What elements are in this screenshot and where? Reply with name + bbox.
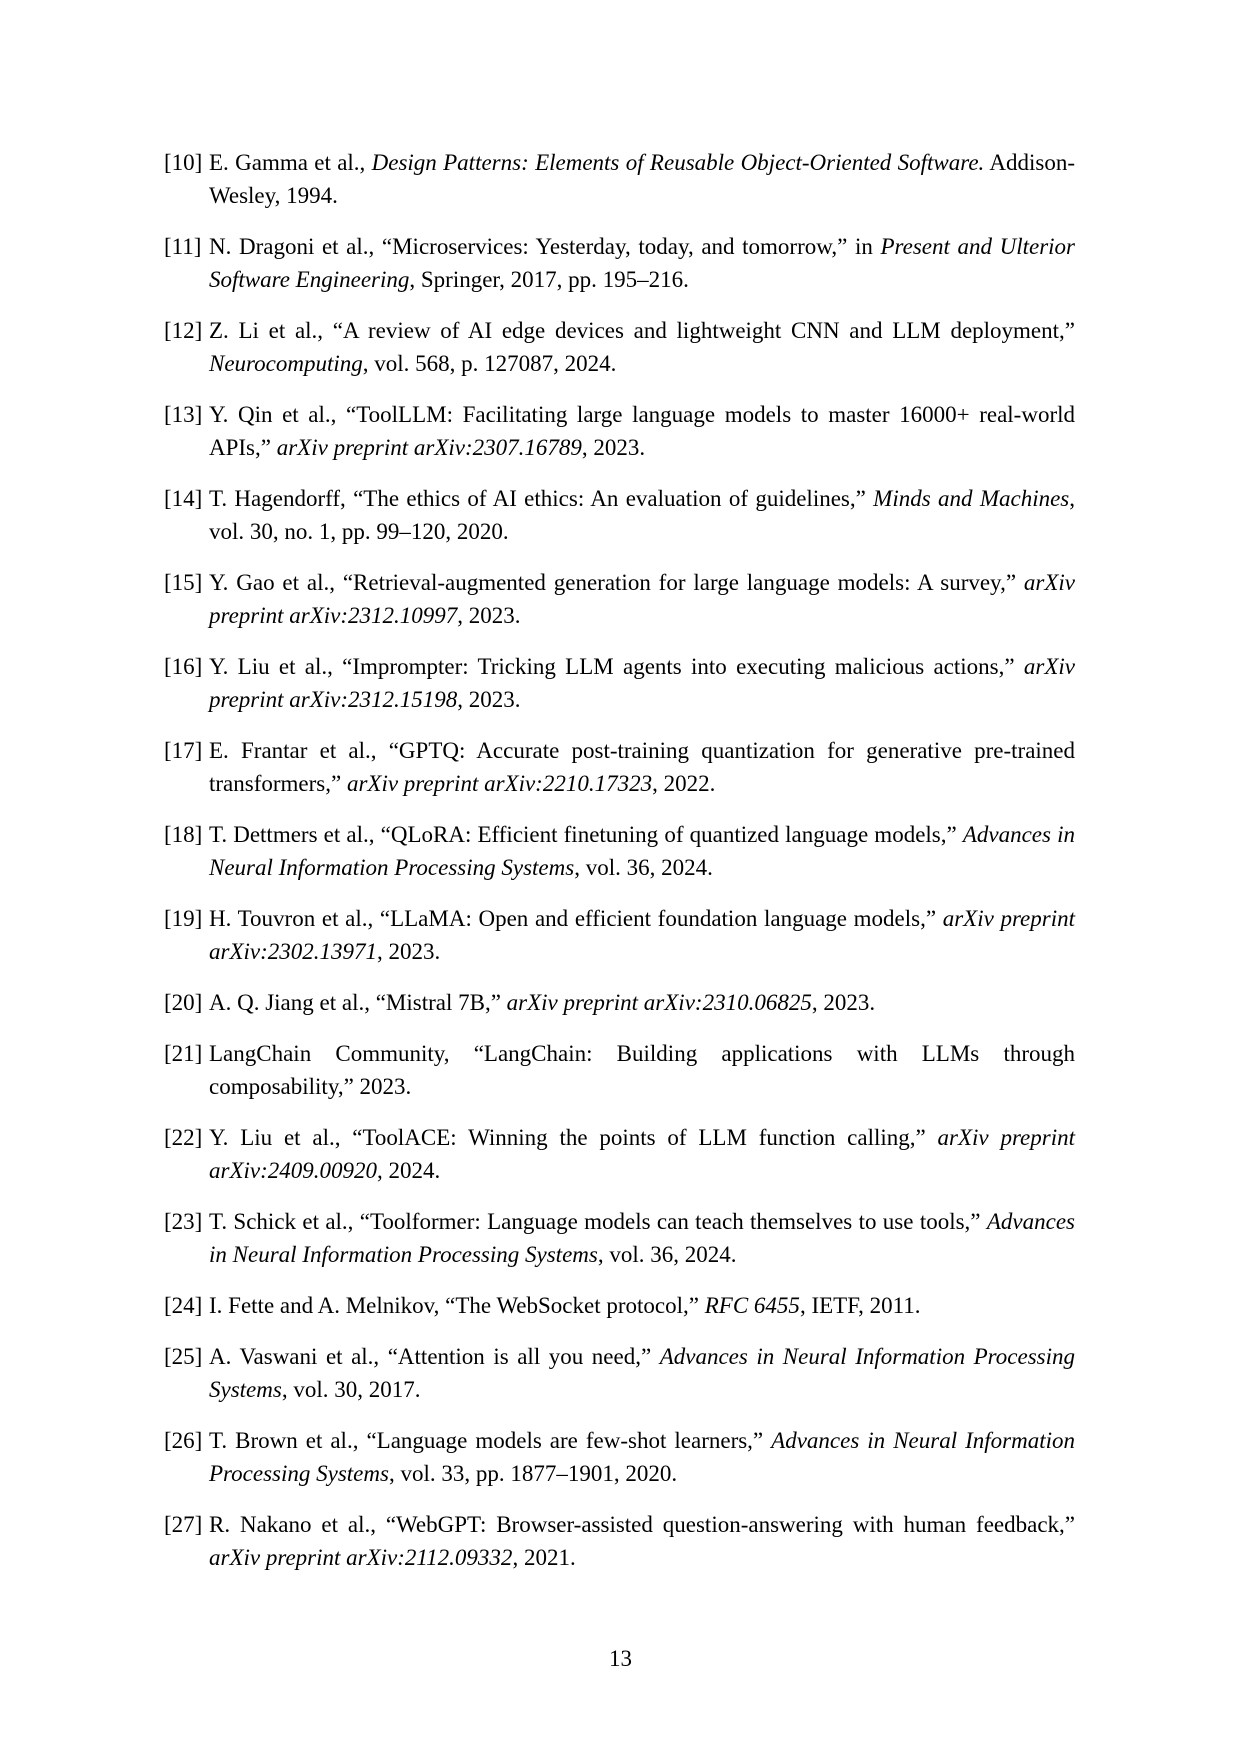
reference-text: [209, 482, 1075, 548]
reference-title-italic: arXiv preprint arXiv:2310.06825: [506, 990, 812, 1015]
reference-item: [164, 146, 1075, 212]
reference-text: [209, 314, 1075, 380]
reference-text-segment: , vol. 30, 2017.: [281, 1377, 421, 1402]
reference-text-segment: , 2022.: [652, 771, 716, 796]
reference-text: [209, 734, 1075, 800]
reference-item: [164, 1121, 1075, 1187]
reference-text-segment: E. Gamma et al.,: [209, 150, 372, 175]
reference-number: [23]: [164, 1209, 203, 1234]
reference-text-segment: T. Dettmers et al., “QLoRA: Efficient finetuning of quantized language models,”: [209, 822, 963, 847]
reference-number: [24]: [164, 1293, 203, 1318]
reference-text: [209, 818, 1075, 884]
reference-number: [12]: [164, 318, 203, 343]
reference-number: [11]: [164, 234, 202, 259]
reference-text: [209, 902, 1075, 968]
reference-title-italic: Advances in Neural Information Processing Systems: [209, 1428, 1075, 1486]
reference-title-italic: arXiv preprint arXiv:2307.16789: [276, 435, 582, 460]
reference-title-italic: Minds and Machines: [873, 486, 1070, 511]
reference-text-segment: N. Dragoni et al., “Microservices: Yesterday, today, and tomorrow,” in: [209, 234, 881, 259]
reference-number: [15]: [164, 570, 203, 595]
reference-text: [209, 1424, 1075, 1490]
reference-item: [164, 734, 1075, 800]
reference-text: [209, 230, 1075, 296]
reference-text-segment: , IETF, 2011.: [799, 1293, 921, 1318]
reference-text: [209, 1205, 1075, 1271]
reference-item: [164, 482, 1075, 548]
reference-text-segment: T. Schick et al., “Toolformer: Language models can teach themselves to use tools,”: [209, 1209, 987, 1234]
reference-title-italic: arXiv preprint arXiv:2312.10997: [209, 570, 1075, 628]
reference-title-italic: Present and Ulterior Software Engineering: [209, 234, 1076, 292]
reference-text-segment: , 2023.: [457, 603, 521, 628]
reference-item: [164, 1508, 1075, 1574]
reference-text-segment: A. Q. Jiang et al., “Mistral 7B,”: [209, 990, 507, 1015]
reference-number: [27]: [164, 1512, 203, 1537]
reference-text: [209, 650, 1075, 716]
reference-text-segment: , Springer, 2017, pp. 195–216.: [409, 267, 689, 292]
reference-title-italic: RFC 6455: [704, 1293, 800, 1318]
reference-text-segment: A. Vaswani et al., “Attention is all you need,”: [209, 1344, 660, 1369]
reference-text-segment: Y. Gao et al., “Retrieval-augmented generation for large language models: A survey,”: [209, 570, 1024, 595]
reference-item: [164, 230, 1075, 296]
reference-title-italic: arXiv preprint arXiv:2210.17323: [346, 771, 653, 796]
reference-text-segment: , 2021.: [512, 1545, 576, 1570]
reference-text-segment: R. Nakano et al., “WebGPT: Browser-assisted question-answering with human feedback,”: [209, 1512, 1075, 1537]
reference-text: [209, 1508, 1075, 1574]
reference-title-italic: Design Patterns: Elements of Reusable Object-Oriented Software.: [371, 150, 985, 175]
reference-title-italic: Advances in Neural Information Processing Systems: [209, 1209, 1075, 1267]
reference-item: [164, 1289, 1075, 1322]
reference-text: [209, 986, 1075, 1019]
reference-item: [164, 314, 1075, 380]
reference-text-segment: Y. Liu et al., “Imprompter: Tricking LLM agents into executing malicious actions,”: [209, 654, 1024, 679]
reference-text-segment: , 2023.: [377, 939, 441, 964]
reference-item: [164, 566, 1075, 632]
reference-title-italic: Advances in Neural Information Processing Systems: [209, 1344, 1075, 1402]
reference-text: [209, 146, 1075, 212]
reference-title-italic: arXiv preprint arXiv:2112.09332: [209, 1545, 513, 1570]
reference-number: [18]: [164, 822, 203, 847]
reference-text-segment: Z. Li et al., “A review of AI edge devices and lightweight CNN and LLM deployment,”: [209, 318, 1075, 343]
reference-number: [14]: [164, 486, 203, 511]
reference-text-segment: , vol. 568, p. 127087, 2024.: [362, 351, 617, 376]
reference-text: [209, 1289, 1075, 1322]
reference-item: [164, 818, 1075, 884]
reference-text: [209, 1340, 1075, 1406]
reference-text-segment: T. Hagendorff, “The ethics of AI ethics: An evaluation of guidelines,”: [209, 486, 874, 511]
reference-text: [209, 1037, 1075, 1103]
reference-text-segment: , vol. 30, no. 1, pp. 99–120, 2020.: [209, 486, 1075, 544]
reference-number: [21]: [164, 1041, 203, 1066]
reference-text-segment: E. Frantar et al., “GPTQ: Accurate post-training quantization for generative pre-trained transformers,”: [209, 738, 1075, 796]
reference-item: [164, 650, 1075, 716]
reference-text-segment: Y. Liu et al., “ToolACE: Winning the points of LLM function calling,”: [209, 1125, 938, 1150]
reference-number: [25]: [164, 1344, 203, 1369]
reference-item: [164, 398, 1075, 464]
reference-title-italic: arXiv preprint arXiv:2409.00920: [209, 1125, 1075, 1183]
page-number: 13: [609, 1646, 632, 1671]
reference-text-segment: LangChain Community, “LangChain: Building applications with LLMs through composability,” 2023.: [209, 1041, 1075, 1099]
reference-number: [26]: [164, 1428, 203, 1453]
reference-title-italic: arXiv preprint arXiv:2302.13971: [209, 906, 1075, 964]
reference-item: [164, 902, 1075, 968]
reference-text-segment: Y. Qin et al., “ToolLLM: Facilitating large language models to master 16000+ real-world APIs,”: [209, 402, 1075, 460]
reference-list: [164, 146, 1075, 1574]
reference-number: [20]: [164, 990, 203, 1015]
reference-text-segment: , 2023.: [581, 435, 646, 460]
reference-text-segment: Addison-Wesley, 1994.: [209, 150, 1075, 208]
reference-title-italic: Advances in Neural Information Processing Systems: [209, 822, 1075, 880]
reference-text-segment: , 2023.: [811, 990, 876, 1015]
reference-text: [209, 566, 1075, 632]
reference-title-italic: arXiv preprint arXiv:2312.15198: [209, 654, 1075, 712]
reference-text-segment: T. Brown et al., “Language models are few-shot learners,”: [209, 1428, 772, 1453]
reference-item: [164, 1037, 1075, 1103]
reference-text: [209, 1121, 1075, 1187]
reference-text-segment: I. Fette and A. Melnikov, “The WebSocket protocol,”: [209, 1293, 705, 1318]
reference-number: [13]: [164, 402, 203, 427]
reference-text-segment: , vol. 33, pp. 1877–1901, 2020.: [388, 1461, 678, 1486]
reference-number: [19]: [164, 906, 203, 931]
reference-text-segment: , 2024.: [377, 1158, 441, 1183]
reference-item: [164, 1424, 1075, 1490]
reference-number: [10]: [164, 150, 203, 175]
reference-number: [17]: [164, 738, 203, 763]
reference-text-segment: H. Touvron et al., “LLaMA: Open and efficient foundation language models,”: [209, 906, 943, 931]
reference-number: [22]: [164, 1125, 203, 1150]
reference-text-segment: , vol. 36, 2024.: [597, 1242, 737, 1267]
reference-item: [164, 1205, 1075, 1271]
reference-text: [209, 398, 1075, 464]
reference-text-segment: , vol. 36, 2024.: [574, 855, 713, 880]
reference-number: [16]: [164, 654, 203, 679]
reference-item: [164, 1340, 1075, 1406]
reference-item: [164, 986, 1075, 1019]
reference-text-segment: , 2023.: [457, 687, 521, 712]
reference-title-italic: Neurocomputing: [209, 351, 363, 376]
